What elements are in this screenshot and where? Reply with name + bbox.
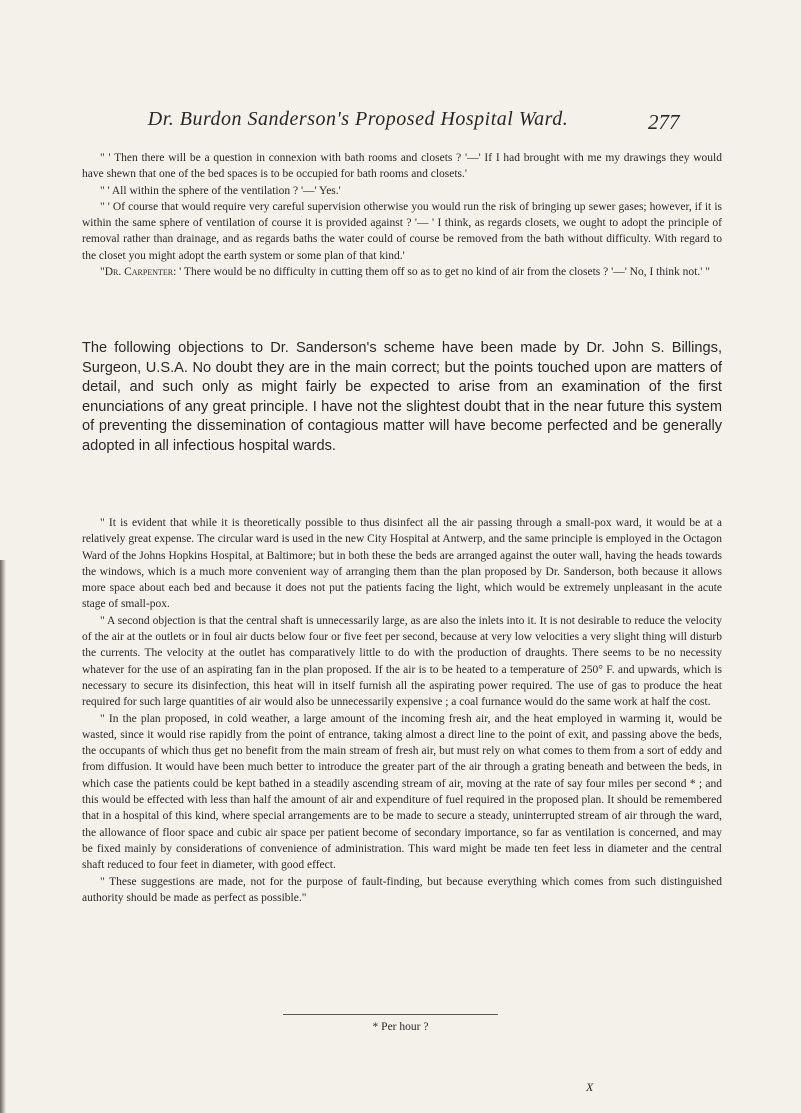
- running-title: Dr. Burdon Sanderson's Proposed Hospital Ward.: [147, 108, 569, 130]
- evidence-paragraph: " ' Then there will be a question in connexion with bath rooms and closets ? '—' If I had brought with me my drawings they would have shewn that one of the bed spaces is to be occupied for bath rooms and closets.': [82, 152, 722, 181]
- speaker-name: Dr. Carpenter: [104, 266, 174, 279]
- evidence-paragraph: " ' All within the sphere of the ventilation ? '—' Yes.': [100, 184, 341, 197]
- open-quote: ": [100, 266, 105, 279]
- page-number: 277: [648, 110, 680, 134]
- objection-paragraph: " In the plan proposed, in cold weather, a large amount of the incoming fresh air, and the heat employed in warming it, would be wasted, since it would rise rapidly from the point of entrance, taking almost a direct line to the point of exit, and passing above the beds, the occupants of which thus get no benefit from the main stream of fresh air, but must rely on what comes to them from a sort of eddy and from diffusion. It would have been much better to introduce the greater part of the air through a grating beneath and between the beds, in which case the patients could be kept bathed in a steadily ascending stream of air, moving at the rate of say four miles per second * ; and this would be effected with less than half the amount of air and expenditure of fuel required in the proposed plan. It should be remembered that in a hospital of this kind, where special arrangements are to be made to secure a steady, uninterrupted stream of air through the ward, the allowance of floor space and cubic air space per patient become of secondary importance, so far as ventilation is concerned, and may be fixed mainly by considerations of convenience of administration. This ward might be made ten feet less in diameter and the central shaft reduced to four feet in diameter, with good effect.: [82, 712, 722, 872]
- evidence-block: [82, 150, 722, 280]
- signature-mark: X: [586, 1080, 594, 1094]
- page-header: [0, 108, 801, 148]
- evidence-paragraph: " ' Of course that would require very careful supervision otherwise you would run the risk of bringing up sewer gases; however, if it is within the same sphere of ventilation of course it is provided against ? '— ' I think, as regards closets, we ought to adopt the principle of removal rather than drainage, and as regards baths the water could of course be removed from the bath without difficulty. With regard to the closet you might adopt the earth system or some plan of that kind.': [82, 200, 722, 262]
- objections-block: [82, 515, 722, 906]
- objection-paragraph: " These suggestions are made, not for the purpose of fault-finding, but because everything which comes from such distinguished authority should be made as perfect as possible.": [82, 875, 722, 904]
- evidence-paragraph: [82, 264, 722, 280]
- speaker-text: : ' There would be no difficulty in cutting them off so as to get no kind of air from the closets ? '—' No, I think not.' ": [173, 266, 710, 279]
- objection-paragraph: " A second objection is that the central shaft is unnecessarily large, as are also the inlets into it. It is not desirable to reduce the velocity of the air at the outlets or in foul air ducts below four or five feet per second, because at very low velocities a very slight thing will disturb the currents. The velocity at the outlet has comparatively little to do with the production of draughts. There seems to be no necessity whatever for the use of an aspirating fan in the plan proposed. If the air is to be heated to a temperature of 250° F. and upwards, which is necessary to secure its disinfection, this heat will in itself furnish all the aspirating power required. The use of gas to produce the heat required for such large quantities of air would also be unnecessarily expensive ; a coal furnance would do the same work at half the cost.: [82, 614, 722, 709]
- lead-paragraph-block: [82, 339, 722, 457]
- lead-paragraph: The following objections to Dr. Sanderson's scheme have been made by Dr. John S. Billings, Surgeon, U.S.A. No doubt they are in the main correct; but the points touched upon are matters of detail, and such only as might fairly be expected to arise from an examination of the first enunciations of any great principle. I have not the slightest doubt that in the near future this system of preventing the dissemination of contagious matter will have become perfected and be generally adopted in all infectious hospital wards.: [82, 340, 722, 454]
- footnote-rule: [283, 1014, 498, 1015]
- objection-paragraph: " It is evident that while it is theoretically possible to thus disinfect all the air passing through a small-pox ward, it would be at a relatively great expense. The circular ward is used in the new City Hospital at Antwerp, and the same principle is employed in the Octagon Ward of the Johns Hopkins Hospital, at Baltimore; but in both these the beds are arranged against the outer wall, having the heads towards the windows, which is a much more convenient way of arranging them than the plan proposed by Dr. Sanderson, both because it allows more space about each bed and because it does not put the patients facing the light, which would be extremely unpleasant in the acute stage of small-pox.: [82, 517, 722, 611]
- footnote: * Per hour ?: [372, 1021, 429, 1033]
